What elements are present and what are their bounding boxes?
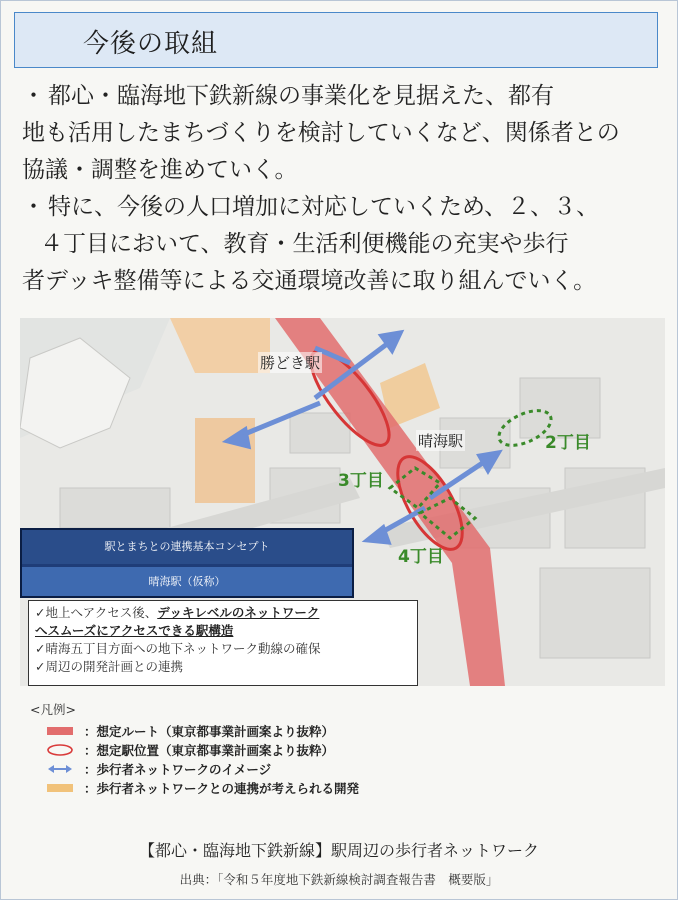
bullet-line: 特に、今後の人口増加に対応していくため、２、３、 [48,194,600,220]
point-text: 周辺の開発計画との連携 [45,659,183,674]
check-icon: ✓ [35,605,46,620]
section-header [14,12,658,68]
legend-item-pedestrian [44,759,630,778]
legend-label: ：想定ルート（東京都事業計画案より抜粋） [84,723,335,739]
point-emphasis: デッキレベルのネットワーク [157,605,320,620]
section-title: 今後の取組 [83,29,219,59]
double-arrow-icon [44,762,78,776]
bullet-line: ４丁目において、教育・生活利便機能の充実や歩行 [40,231,569,257]
bullet-item-2 [22,189,672,300]
point-text: 地上へアクセス後、 [45,605,158,620]
label-zone-3: 3丁目 [338,471,384,491]
bullet-line: 地も活用したまちづくりを検討していくなど、関係者との [22,120,620,146]
concept-point [35,640,411,658]
label-kachidoki-station: 勝どき駅 [260,354,321,372]
label-harumi-station: 晴海駅 [418,432,464,450]
concept-title: 駅とまちとの連携基本コンセプト [22,530,352,564]
legend-item-station [44,740,630,759]
concept-point [35,658,411,676]
route-bar-icon [44,724,78,738]
bullet-text [22,189,672,300]
point-emphasis: へスムーズにアクセスできる駅構造 [35,623,234,638]
legend-label: ：想定駅位置（東京都事業計画案より抜粋） [84,742,335,758]
check-icon: ✓ [35,659,46,674]
legend-item-development [44,778,630,797]
legend-item-route [44,721,630,740]
legend [30,700,630,797]
legend-title: <凡例> [30,702,76,717]
bullet-line: 協議・調整を進めていく。 [22,157,298,183]
bullet-list [22,78,672,300]
bullet-mark: ・ [22,194,45,220]
label-zone-4: 4丁目 [398,547,444,567]
concept-box [20,528,354,598]
bullet-line: 者デッキ整備等による交通環境改善に取り組んでいく。 [22,268,597,294]
station-ellipse-icon [44,743,78,757]
concept-point [35,622,411,640]
source-note: 出典：「令和５年度地下鉄新線検討調査報告書 概要版」 [179,872,499,887]
orange-bar-icon [44,781,78,795]
bullet-line: 都心・臨海地下鉄新線の事業化を見据えた、都有 [48,83,554,109]
bullet-text [22,78,672,189]
bullet-item-1 [22,78,672,189]
figure-caption: 【都心・臨海地下鉄新線】駅周辺の歩行者ネットワーク [138,841,539,860]
concept-station: 晴海駅（仮称） [22,567,352,596]
legend-label: ：歩行者ネットワークとの連携が考えられる開発 [84,780,360,796]
concept-point [35,604,411,622]
concept-points [28,600,418,686]
legend-label: ：歩行者ネットワークのイメージ [84,761,272,777]
label-zone-2: 2丁目 [545,433,591,453]
check-icon: ✓ [35,641,46,656]
bullet-mark: ・ [22,83,45,109]
point-text: 晴海五丁目方面への地下ネットワーク動線の確保 [45,641,321,656]
